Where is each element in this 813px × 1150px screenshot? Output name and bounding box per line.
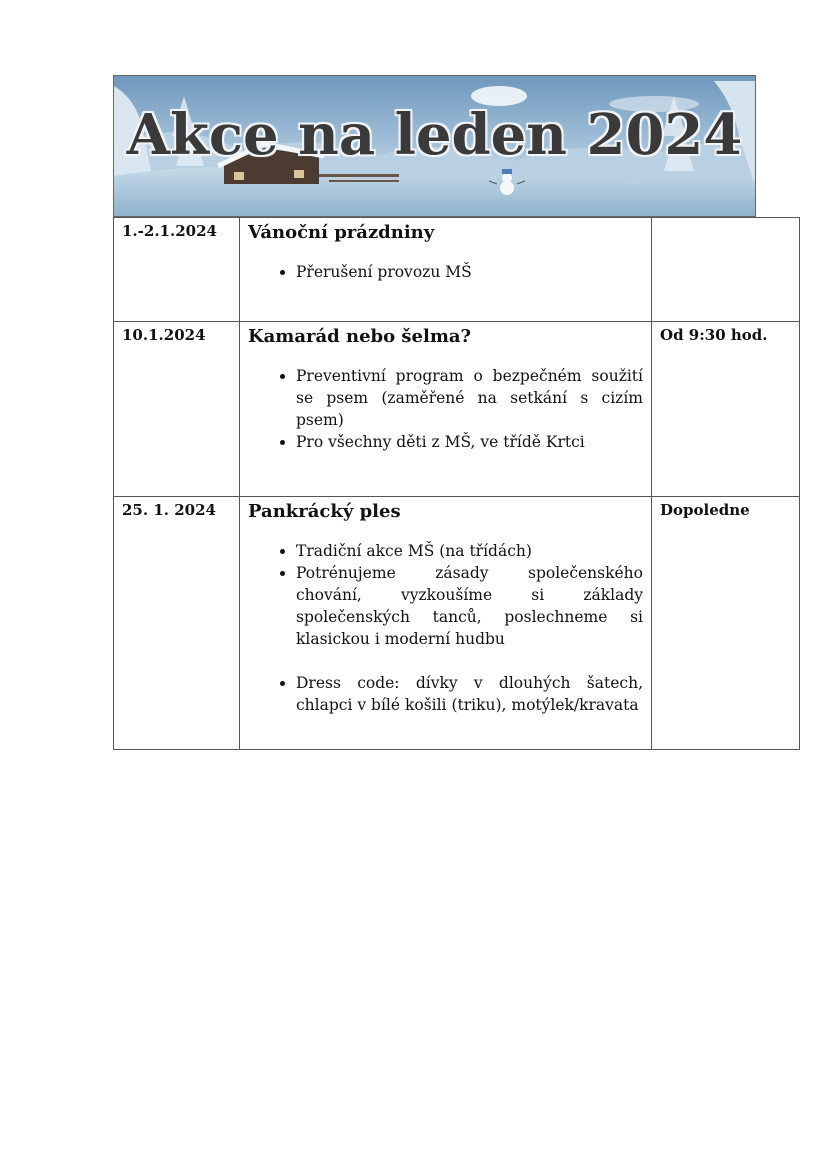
table-row — [114, 218, 800, 322]
event-details — [240, 218, 652, 322]
page-title: Akce na leden 2024 — [126, 102, 743, 168]
list-item: • Pro všechny děti z MŠ, ve třídě Krtci — [296, 431, 643, 453]
list-item: • Potrénujeme zásady společenského chování, vyzkoušíme si základy společenských tanců, poslechneme si klasickou i moderní hudbu — [296, 562, 643, 650]
event-date: 25. 1. 2024 — [114, 497, 240, 750]
event-details — [240, 322, 652, 497]
document-page — [113, 75, 768, 750]
event-details — [240, 497, 652, 750]
event-time: Od 9:30 hod. — [652, 322, 800, 497]
event-bullet-list — [248, 540, 643, 716]
list-item: • Dress code: dívky v dlouhých šatech, chlapci v bílé košili (triku), motýlek/kravata — [296, 672, 643, 716]
event-time — [652, 218, 800, 322]
event-bullet-list — [248, 365, 643, 453]
event-time: Dopoledne — [652, 497, 800, 750]
list-item: • Preventivní program o bezpečném soužití se psem (zaměřené na setkání s cizím psem) — [296, 365, 643, 431]
events-table — [113, 217, 800, 750]
table-row — [114, 322, 800, 497]
table-row — [114, 497, 800, 750]
event-title: Pankrácký ples — [248, 501, 401, 522]
event-title: Vánoční prázdniny — [248, 222, 435, 243]
event-date: 10.1.2024 — [114, 322, 240, 497]
event-date: 1.-2.1.2024 — [114, 218, 240, 322]
event-bullet-list — [248, 261, 643, 283]
list-item: • Přerušení provozu MŠ — [296, 261, 643, 283]
event-title: Kamarád nebo šelma? — [248, 326, 472, 347]
header-banner — [113, 75, 756, 217]
list-item: • Tradiční akce MŠ (na třídách) — [296, 540, 643, 562]
